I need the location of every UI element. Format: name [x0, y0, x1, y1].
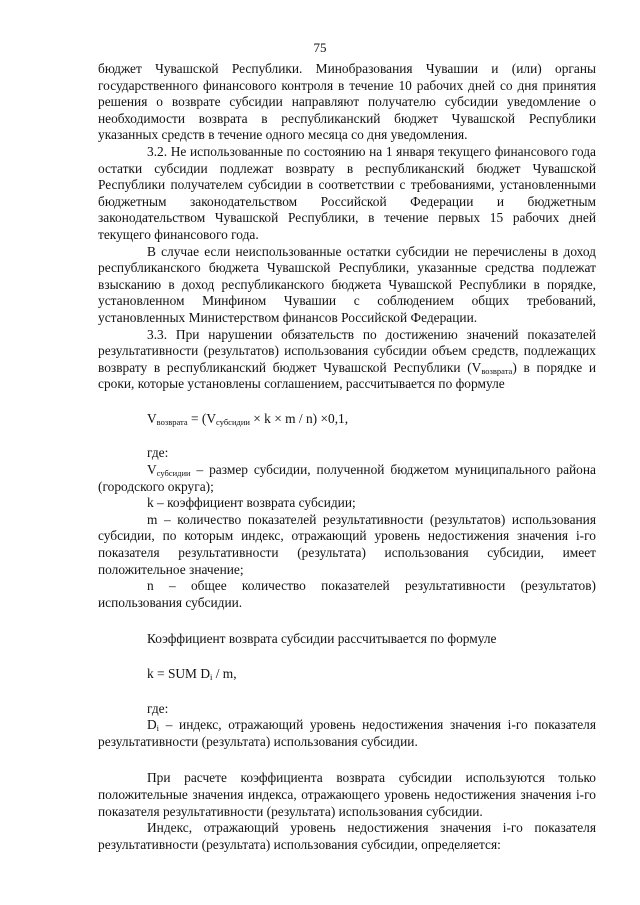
- page-number: 75: [313, 40, 327, 55]
- definition-k: k – коэффициент возврата субсидии;: [147, 495, 356, 511]
- where-label-1: где:: [147, 445, 169, 461]
- formula-return-volume: $V_{возврата} = (V_{субсидии} \times k \times m / n) \times 0,1$,: [147, 410, 349, 427]
- paragraph-3-2: 3.2. Не использованные по состоянию на 1 января текущего финансового года остатки субсидии подлежат возврату в республиканский бюджет Чувашской Республики получателем субсидии в соответствии с требованиями, установленными бюджетным законодательством Российской Федерации и бюджетным законодательством Чувашской Республики, в течение первых 15 рабочих дней текущего финансового года.: [98, 143, 596, 242]
- document-body: [98, 61, 596, 853]
- paragraph-3-3-subscript: возврата: [481, 365, 513, 376]
- paragraph-positive-values: При расчете коэффициента возврата субсидии используются только положительные значения индекса, отражающего уровень недостижения значения i-го показателя результативности (результата) использования субсидии.: [98, 770, 596, 819]
- paragraph-3-3: [98, 327, 596, 393]
- definition-di: $D_i$ – индекс, отражающий уровень недостижения значения i-го показателя результативности (результата) использования субсидии.: [98, 717, 596, 749]
- paragraph-index-determined: Индекс, отражающий уровень недостижения значения i-го показателя результативности (результата) использования субсидии, определяется:: [98, 820, 596, 852]
- paragraph-3-3-text-a: 3.3. При нарушении обязательств по достижению значений показателей результативности (результатов) использования субсидии объем средств, подлежащих возврату в республиканский бюджет Чувашской Республики (V: [98, 326, 596, 375]
- definition-n: n – общее количество показателей результативности (результатов) использования субсидии.: [98, 578, 596, 610]
- formula-coefficient: k = SUM $D_i$ / m,: [147, 666, 237, 682]
- coefficient-intro: Коэффициент возврата субсидии рассчитывается по формуле: [147, 631, 497, 647]
- paragraph-unlisted-balances: В случае если неиспользованные остатки субсидии не перечислены в доход республиканского бюджета Чувашской Республики, указанные средства подлежат взысканию в доход республиканского бюджета Чувашской Республики в порядке, установленном Минфином Чувашии с соблюдением общих требований, установленных Министерством финансов Российской Федерации.: [98, 243, 596, 325]
- where-label-2: где:: [147, 700, 169, 716]
- paragraph-3-3-text-b: ) в порядке и сроки, которые установлены соглашением, рассчитывается по формуле: [98, 359, 596, 392]
- definition-m: m – количество показателей результативности (результатов) использования субсидии, по которым индекс, отражающий уровень недостижения значения i-го показателя результативности (результата) использования субсидии, имеет положительное значение;: [98, 511, 596, 577]
- definition-v-subsidy: $V_{субсидии}$ – размер субсидии, полученной бюджетом муниципального района (городского округа);: [98, 462, 596, 494]
- paragraph-return-notice: бюджет Чувашской Республики. Минобразования Чувашии и (или) органы государственного финансового контроля в течение 10 рабочих дней со дня принятия решения о возврате субсидии направляют получателю субсидии уведомление о необходимости возврата в республиканский бюджет Чувашской Республики указанных средств в течение одного месяца со дня уведомления.: [98, 61, 596, 143]
